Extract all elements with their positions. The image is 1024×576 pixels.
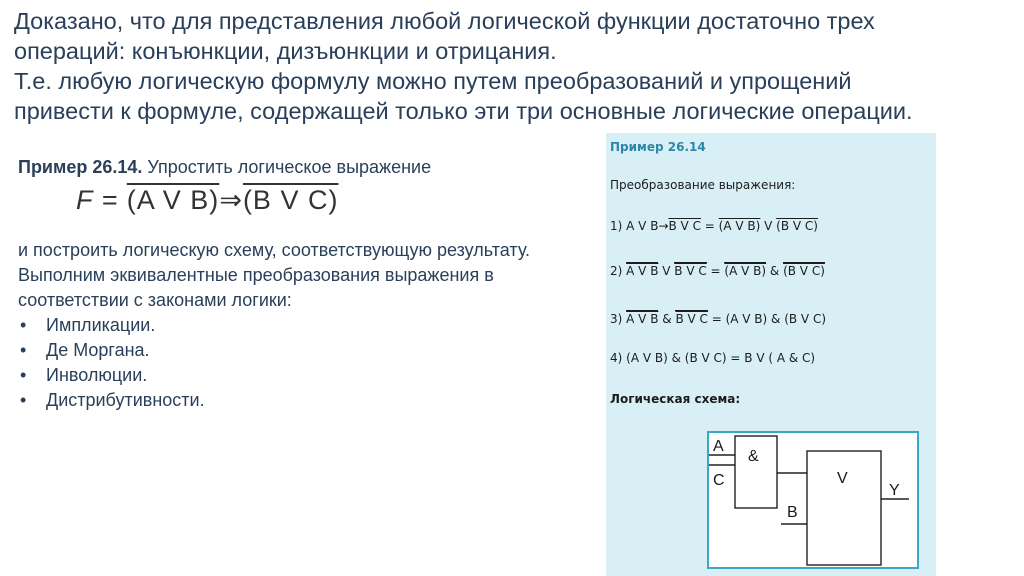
formula-lhs: F = — [76, 185, 127, 215]
input-b-label: B — [787, 504, 798, 521]
or-gate-symbol: V — [837, 470, 848, 487]
method-paragraph: Выполним эквивалентные преобразования выражения в соответствии с законами логики: — [18, 265, 494, 310]
task-paragraph: и построить логическую схему, соответствующую результату. — [18, 240, 531, 260]
step-4-text: (A V B) & (B V C) = B V ( A & C) — [626, 351, 816, 365]
step-1-number: 1) — [610, 219, 623, 233]
intro-line-1: Доказано, что для представления любой логической функции достаточно трех — [14, 8, 875, 34]
step-4 — [610, 351, 815, 365]
step-3-rest: (A V B) & (B V C) — [725, 312, 827, 326]
output-y-label: Y — [889, 482, 900, 499]
intro-text — [14, 6, 1014, 126]
step-3 — [610, 312, 826, 326]
step-2-c: (A V B) — [724, 264, 767, 278]
example-description — [18, 155, 538, 413]
step-2-number: 2) — [610, 264, 623, 278]
step-3-a: A V B — [626, 312, 659, 326]
step-1-arrow: → — [658, 219, 669, 233]
step-3-b: B V C — [675, 312, 708, 326]
step-2-b: B V C — [674, 264, 707, 278]
step-3-and: & — [658, 312, 676, 326]
schema-label: Логическая схема: — [610, 392, 741, 406]
step-3-eq: = — [707, 312, 726, 326]
step-1-b: B V C — [668, 219, 701, 233]
panel-subtitle: Преобразование выражения: — [610, 178, 796, 192]
step-4-number: 4) — [610, 351, 623, 365]
step-2 — [610, 264, 825, 278]
step-1 — [610, 219, 818, 233]
example-task: Упростить логическое выражение — [142, 157, 432, 177]
example-heading — [18, 155, 538, 180]
intro-line-2: операций: конъюнкции, дизъюнкции и отрицания. — [14, 38, 557, 64]
list-item: • Инволюции. — [18, 363, 538, 388]
and-gate-symbol: & — [748, 448, 759, 465]
laws-list — [18, 313, 538, 413]
step-1-d: (B V C) — [776, 219, 818, 233]
step-2-a: A V B — [626, 264, 659, 278]
list-item: • Де Моргана. — [18, 338, 538, 363]
step-2-eq: = — [706, 264, 725, 278]
step-2-and: & — [766, 264, 784, 278]
formula-part1: (A V B) — [126, 185, 220, 215]
solution-panel — [606, 133, 936, 576]
step-1-a: A V B — [626, 219, 659, 233]
step-1-or: V — [760, 219, 777, 233]
formula-part2: (B V C) — [242, 185, 339, 215]
formula-row — [18, 180, 538, 238]
panel-title: Пример 26.14 — [610, 140, 706, 154]
formula — [76, 185, 339, 215]
list-item: • Дистрибутивности. — [18, 388, 538, 413]
step-3-number: 3) — [610, 312, 623, 326]
logic-schema-diagram — [709, 433, 917, 567]
step-2-d: (B V C) — [783, 264, 825, 278]
input-a-label: A — [713, 438, 724, 455]
step-1-c: (A V B) — [718, 219, 761, 233]
intro-line-3: Т.е. любую логическую формулу можно путем преобразований и упрощений — [14, 68, 852, 94]
logic-schema — [707, 431, 919, 569]
step-2-or: V — [658, 264, 675, 278]
or-gate-box — [807, 451, 881, 565]
input-c-label: C — [713, 472, 725, 489]
step-1-eq: = — [700, 219, 719, 233]
example-label: Пример 26.14. — [18, 157, 143, 177]
intro-line-4: привести к формуле, содержащей только эти три основные логические операции. — [14, 98, 913, 124]
formula-arrow: ⇒ — [219, 185, 243, 215]
list-item: • Импликации. — [18, 313, 538, 338]
and-gate-box — [735, 436, 777, 508]
